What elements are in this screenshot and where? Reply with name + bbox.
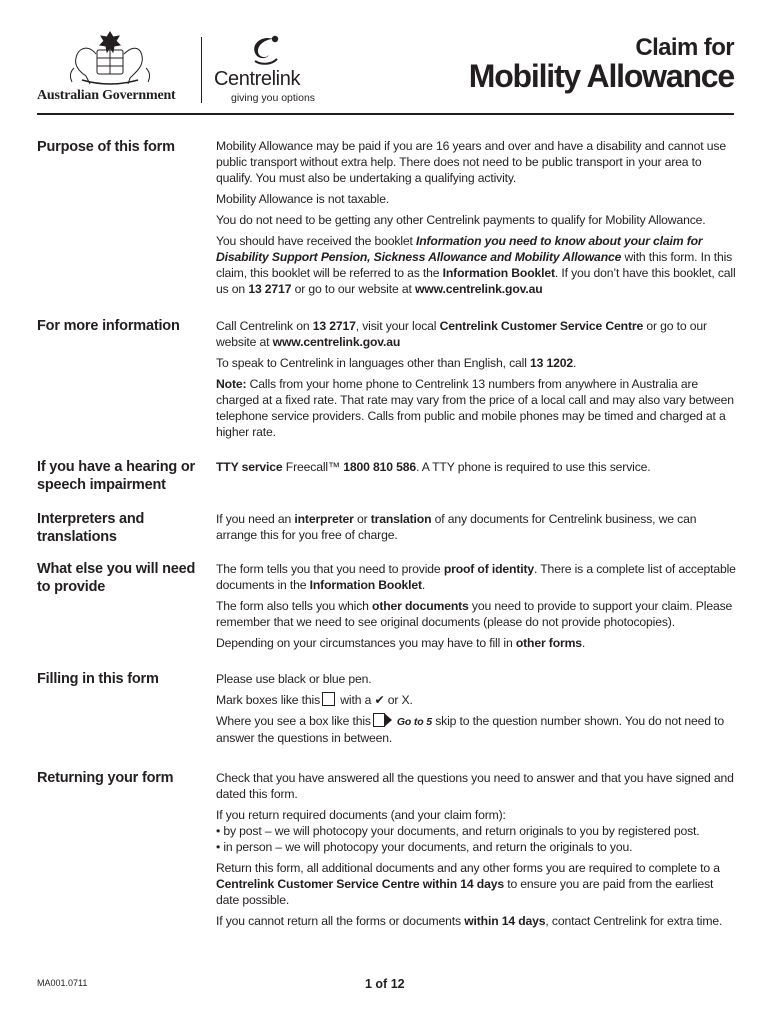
provide-p2: The form also tells you which other documents you need to provide to support your claim. Please remember that we need to see original documents (please do not provide photocopies).: [216, 599, 733, 629]
government-label: Australian Government: [37, 88, 176, 103]
provide-heading: What else you will need to provide: [37, 561, 196, 595]
website-link[interactable]: www.centrelink.gov.au: [414, 282, 543, 296]
list-item: • by post – we will photocopy your documents, and return originals to you by registered post.: [216, 824, 700, 838]
filling-p1: Please use black or blue pen.: [216, 672, 372, 686]
provide-p1: The form tells you that you need to provide proof of identity. There is a complete list of acceptable documents in the Information Booklet.: [216, 562, 736, 592]
more-info-p2: To speak to Centrelink in languages other than English, call 13 1202.: [216, 356, 577, 370]
goto-arrow-icon: [373, 713, 392, 727]
interpreters-p1: If you need an interpreter or translation of any documents for Centrelink business, we can arrange this for you free of charge.: [216, 512, 697, 542]
returning-p2: If you return required documents (and your claim form):: [216, 808, 506, 822]
hearing-p1: TTY service Freecall™ 1800 810 586. A TTY phone is required to use this service.: [216, 460, 651, 474]
centrelink-swirl-icon: [245, 33, 285, 69]
more-info-p1: Call Centrelink on 13 2717, visit your local Centrelink Customer Service Centre or go to our website at www.centrelink.gov.au: [216, 319, 707, 349]
hearing-body: [216, 459, 738, 480]
coat-of-arms-icon: [60, 28, 160, 90]
purpose-body: [216, 138, 738, 302]
purpose-p2: Mobility Allowance is not taxable.: [216, 192, 390, 206]
website-link-2[interactable]: www.centrelink.gov.au: [272, 335, 401, 349]
purpose-p4: You should have received the booklet Information you need to know about your claim for Disability Support Pension, Sickness Allowance and Mobility Allowance with this form. In this claim, this booklet will be referred to as the Information Booklet. If you don’t have this booklet, call us on 13 2717 or go to our website at www.centrelink.gov.au: [216, 234, 736, 296]
filling-p3: Where you see a box like this Go to 5 skip to the question number shown. You do not need to answer the questions in between.: [216, 714, 725, 745]
more-info-body: [216, 318, 738, 445]
list-item: • in person – we will photocopy your documents, and return the originals to you.: [216, 840, 633, 854]
interpreters-body: [216, 511, 738, 548]
returning-list: [216, 823, 738, 855]
header-rule: [37, 113, 734, 115]
returning-body: [216, 770, 738, 934]
interpreters-heading: Interpreters and translations: [37, 511, 145, 545]
returning-p3: Return this form, all additional documents and any other forms you are required to complete to a Centrelink Customer Service Centre within 14 days to ensure you are paid from the earliest date possible.: [216, 861, 720, 907]
hearing-heading: If you have a hearing or speech impairment: [37, 459, 195, 493]
header-divider: [201, 37, 202, 103]
sample-checkbox: [322, 692, 335, 706]
returning-p1: Check that you have answered all the questions you need to answer and that you have signed and dated this form.: [216, 771, 734, 801]
centrelink-tagline: giving you options: [231, 92, 316, 104]
filling-p2: Mark boxes like this with a ✔ or X.: [216, 693, 413, 707]
centrelink-brand: Centrelink: [214, 68, 301, 90]
purpose-p3: You do not need to be getting any other Centrelink payments to qualify for Mobility Allowance.: [216, 213, 706, 227]
page-number: 1 of 12: [365, 977, 405, 991]
provide-p3: Depending on your circumstances you may have to fill in other forms.: [216, 636, 586, 650]
purpose-p1: Mobility Allowance may be paid if you are 16 years and over and have a disability and cannot use public transport without extra help. There does not need to be public transport in your area to qualify. You must also be undertaking a qualifying activity.: [216, 139, 726, 185]
form-code: MA001.0711: [37, 978, 88, 988]
returning-p4: If you cannot return all the forms or documents within 14 days, contact Centrelink for extra time.: [216, 914, 723, 928]
form-title-line1: Claim for: [635, 34, 734, 61]
returning-heading: Returning your form: [37, 770, 174, 786]
form-title: Mobility Allowance: [468, 58, 734, 94]
filling-heading: Filling in this form: [37, 671, 159, 687]
purpose-heading: Purpose of this form: [37, 139, 175, 155]
more-info-note: Note: Calls from your home phone to Centrelink 13 numbers from anywhere in Australia are charged at a fixed rate. That rate may vary from the price of a local call and may also vary between telephone service providers. Calls from public and mobile phones may be timed and charged at a higher rate.: [216, 377, 734, 439]
more-info-heading: For more information: [37, 318, 180, 334]
provide-body: [216, 561, 738, 656]
filling-body: [216, 671, 738, 751]
